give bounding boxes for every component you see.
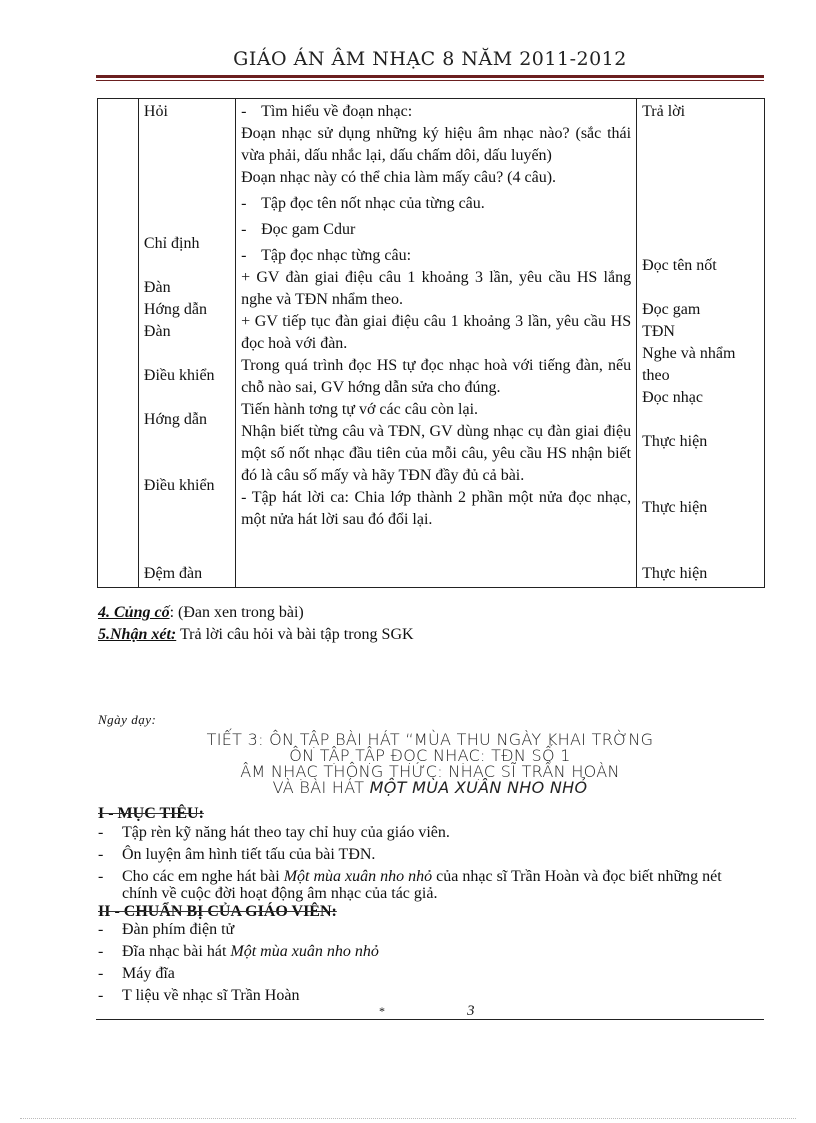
content-paragraph: - Tập đọc nhạc từng câu: [241,245,631,267]
preparation-text: Đĩa nhạc bài hát Một mùa xuân nho nhỏ [122,943,379,960]
teacher-line [144,541,230,563]
teacher-line [144,519,230,541]
preparation-text: Đàn phím điện tử [122,921,235,938]
lesson-title-line: ÂM NHẠC THÔNG THỨC: NHẠC SĨ TRẦN HOÀN [240,762,620,781]
student-line: TĐN [642,323,675,340]
objectives-heading: I - MỤC TIÊU: [98,805,204,822]
lesson-title-plain: VÀ BÀI HÁT [272,778,370,797]
teacher-line [144,211,230,233]
student-line: Thực hiện [642,499,708,516]
bullet-dash: - [98,846,104,863]
list-item [98,868,738,902]
comment-label: 5.Nhận xét: [98,626,177,643]
teacher-line: Đàn [143,279,171,296]
teacher-line [144,387,230,409]
student-line [642,475,759,497]
preparation-text: T liệu về nhạc sĩ Trần Hoàn [122,987,300,1004]
student-line: Nghe và nhẩm [642,345,736,362]
bullet-dash: - [98,921,104,938]
content-paragraph: Nhận biết từng câu và TĐN, GV dùng nhạc cụ đàn giai điệu một số nốt nhạc đầu tiên của mỗi câu, yêu cầu HS nhận biết đó là câu số mấy và hãy TĐN đầy đủ cả bài. [241,423,632,484]
student-line [642,519,759,541]
teacher-line [144,167,230,189]
lesson-title-line: ÔN TẬP TẬP ĐỌC NHẠC: TĐN SỐ 1 [289,746,571,765]
list-item [98,846,738,863]
teacher-line [144,497,230,519]
teaching-date-label: Ngày dạy: [98,712,157,727]
preparation-text: Máy đĩa [122,965,175,982]
page-edge [20,1118,796,1119]
student-line [642,145,759,167]
bullet-dash: - [98,824,104,841]
student-line [642,453,759,475]
consolidation-text: : (Đan xen trong bài) [169,604,304,621]
student-line: Trả lời [642,103,686,120]
bullet-dash: - [98,965,104,982]
teacher-line [144,189,230,211]
content-paragraph: - Đọc gam Cdur [241,219,631,241]
teacher-activity-cell [138,99,235,588]
list-item [98,943,738,960]
list-item [98,824,738,841]
student-line [642,541,759,563]
comment-text: Trả lời câu hỏi và bài tập trong SGK [176,626,414,643]
student-line: Đọc gam [642,301,701,318]
teacher-line [144,145,230,167]
consolidation-label: 4. Củng cố [98,604,170,621]
objective-text: Tập rèn kỹ năng hát theo tay chỉ huy của giáo viên. [122,824,450,841]
student-line: Đọc tên nốt [642,257,717,274]
content-paragraph: Đoạn nhạc này có thể chia làm mấy câu? (4 câu). [241,169,557,186]
lesson-title-song: MỘT MÙA XUÂN NHO NHỎ [369,778,588,797]
list-item [98,987,738,1004]
teacher-line [144,343,230,365]
content-paragraph: Trong quá trình đọc HS tự đọc nhạc hoà với tiếng đàn, nếu chỗ nào sai, GV hớng dẫn sửa cho đúng. [241,357,632,396]
content-paragraph: - Tìm hiểu về đoạn nhạc: [241,101,631,123]
teacher-line [144,255,230,277]
student-line: theo [642,367,670,384]
table-row [98,99,765,588]
lesson-title [130,732,730,796]
bullet-dash: - [98,943,104,960]
teacher-line: Hỏi [143,103,168,120]
lesson-title-line: TIẾT 3: ÔN TẬP BÀI HÁT “MÙA THU NGÀY KHAI TRỜNG [206,730,654,749]
student-activity-cell [637,99,765,588]
header-rule-thick [96,75,764,78]
student-line: Thực hiện [642,565,708,582]
teacher-line: Điều khiển [143,367,215,384]
objective-text: Ôn luyện âm hình tiết tấu của bài TĐN. [122,846,376,863]
header-rule-thin [96,80,764,81]
teacher-line [144,453,230,475]
content-paragraph: - Tập đọc tên nốt nhạc của từng câu. [241,193,631,215]
content-paragraph: - Tập hát lời ca: Chia lớp thành 2 phần một nửa đọc nhạc, một nửa hát lời sau đó đổi lại. [241,489,632,528]
student-line [642,409,759,431]
lesson-activity-table [97,98,765,588]
teacher-line: Hớng dẫn [143,411,208,428]
teacher-line: Đệm đàn [143,565,203,582]
footer-star: * [379,1004,385,1018]
student-line [642,189,759,211]
content-paragraph: + GV tiếp tục đàn giai điệu câu 1 khoảng 3 lần, yêu cầu HS đọc hoà với đàn. [241,313,632,352]
page-number: 3 [467,1003,475,1019]
lesson-content-cell [236,99,637,588]
preparation-heading: II - CHUẨN BỊ CỦA GIÁO VIÊN: [98,903,337,920]
student-line: Đọc nhạc [642,389,703,406]
content-paragraph: Đoạn nhạc sử dụng những ký hiệu âm nhạc nào? (sắc thái vừa phải, dấu nhắc lại, dấu chấm dôi, dấu luyến) [241,125,632,164]
empty-column-cell [98,99,139,588]
teacher-line [144,123,230,145]
lesson-title-line [130,780,730,796]
bullet-dash: - [98,868,104,885]
student-line [642,277,759,299]
objective-text: Cho các em nghe hát bài Một mùa xuân nho nhỏ của nhạc sĩ Trần Hoàn và đọc biết những nét chính về cuộc đời hoạt động âm nhạc của tác giả. [122,868,722,902]
student-line [642,233,759,255]
student-line [642,123,759,145]
page-header-title: GIÁO ÁN ÂM NHẠC 8 NĂM 2011-2012 [233,48,627,70]
teacher-line: Điều khiển [143,477,215,494]
comment-line [98,626,414,644]
bullet-dash: - [98,987,104,1004]
footer-rule [96,1019,764,1020]
teacher-line: Chỉ định [143,235,200,252]
list-item [98,965,738,982]
student-line [642,167,759,189]
content-paragraph: + GV đàn giai điệu câu 1 khoảng 3 lần, yêu cầu HS lắng nghe và TĐN nhẩm theo. [241,269,632,308]
consolidation-line [98,604,304,622]
list-item [98,921,738,938]
teacher-line: Đàn [143,323,171,340]
content-paragraph: Tiến hành tơng tự vớ các câu còn lại. [241,401,479,418]
student-line [642,211,759,233]
teacher-line [144,431,230,453]
student-line: Thực hiện [642,433,708,450]
teacher-line: Hớng dẫn [143,301,208,318]
